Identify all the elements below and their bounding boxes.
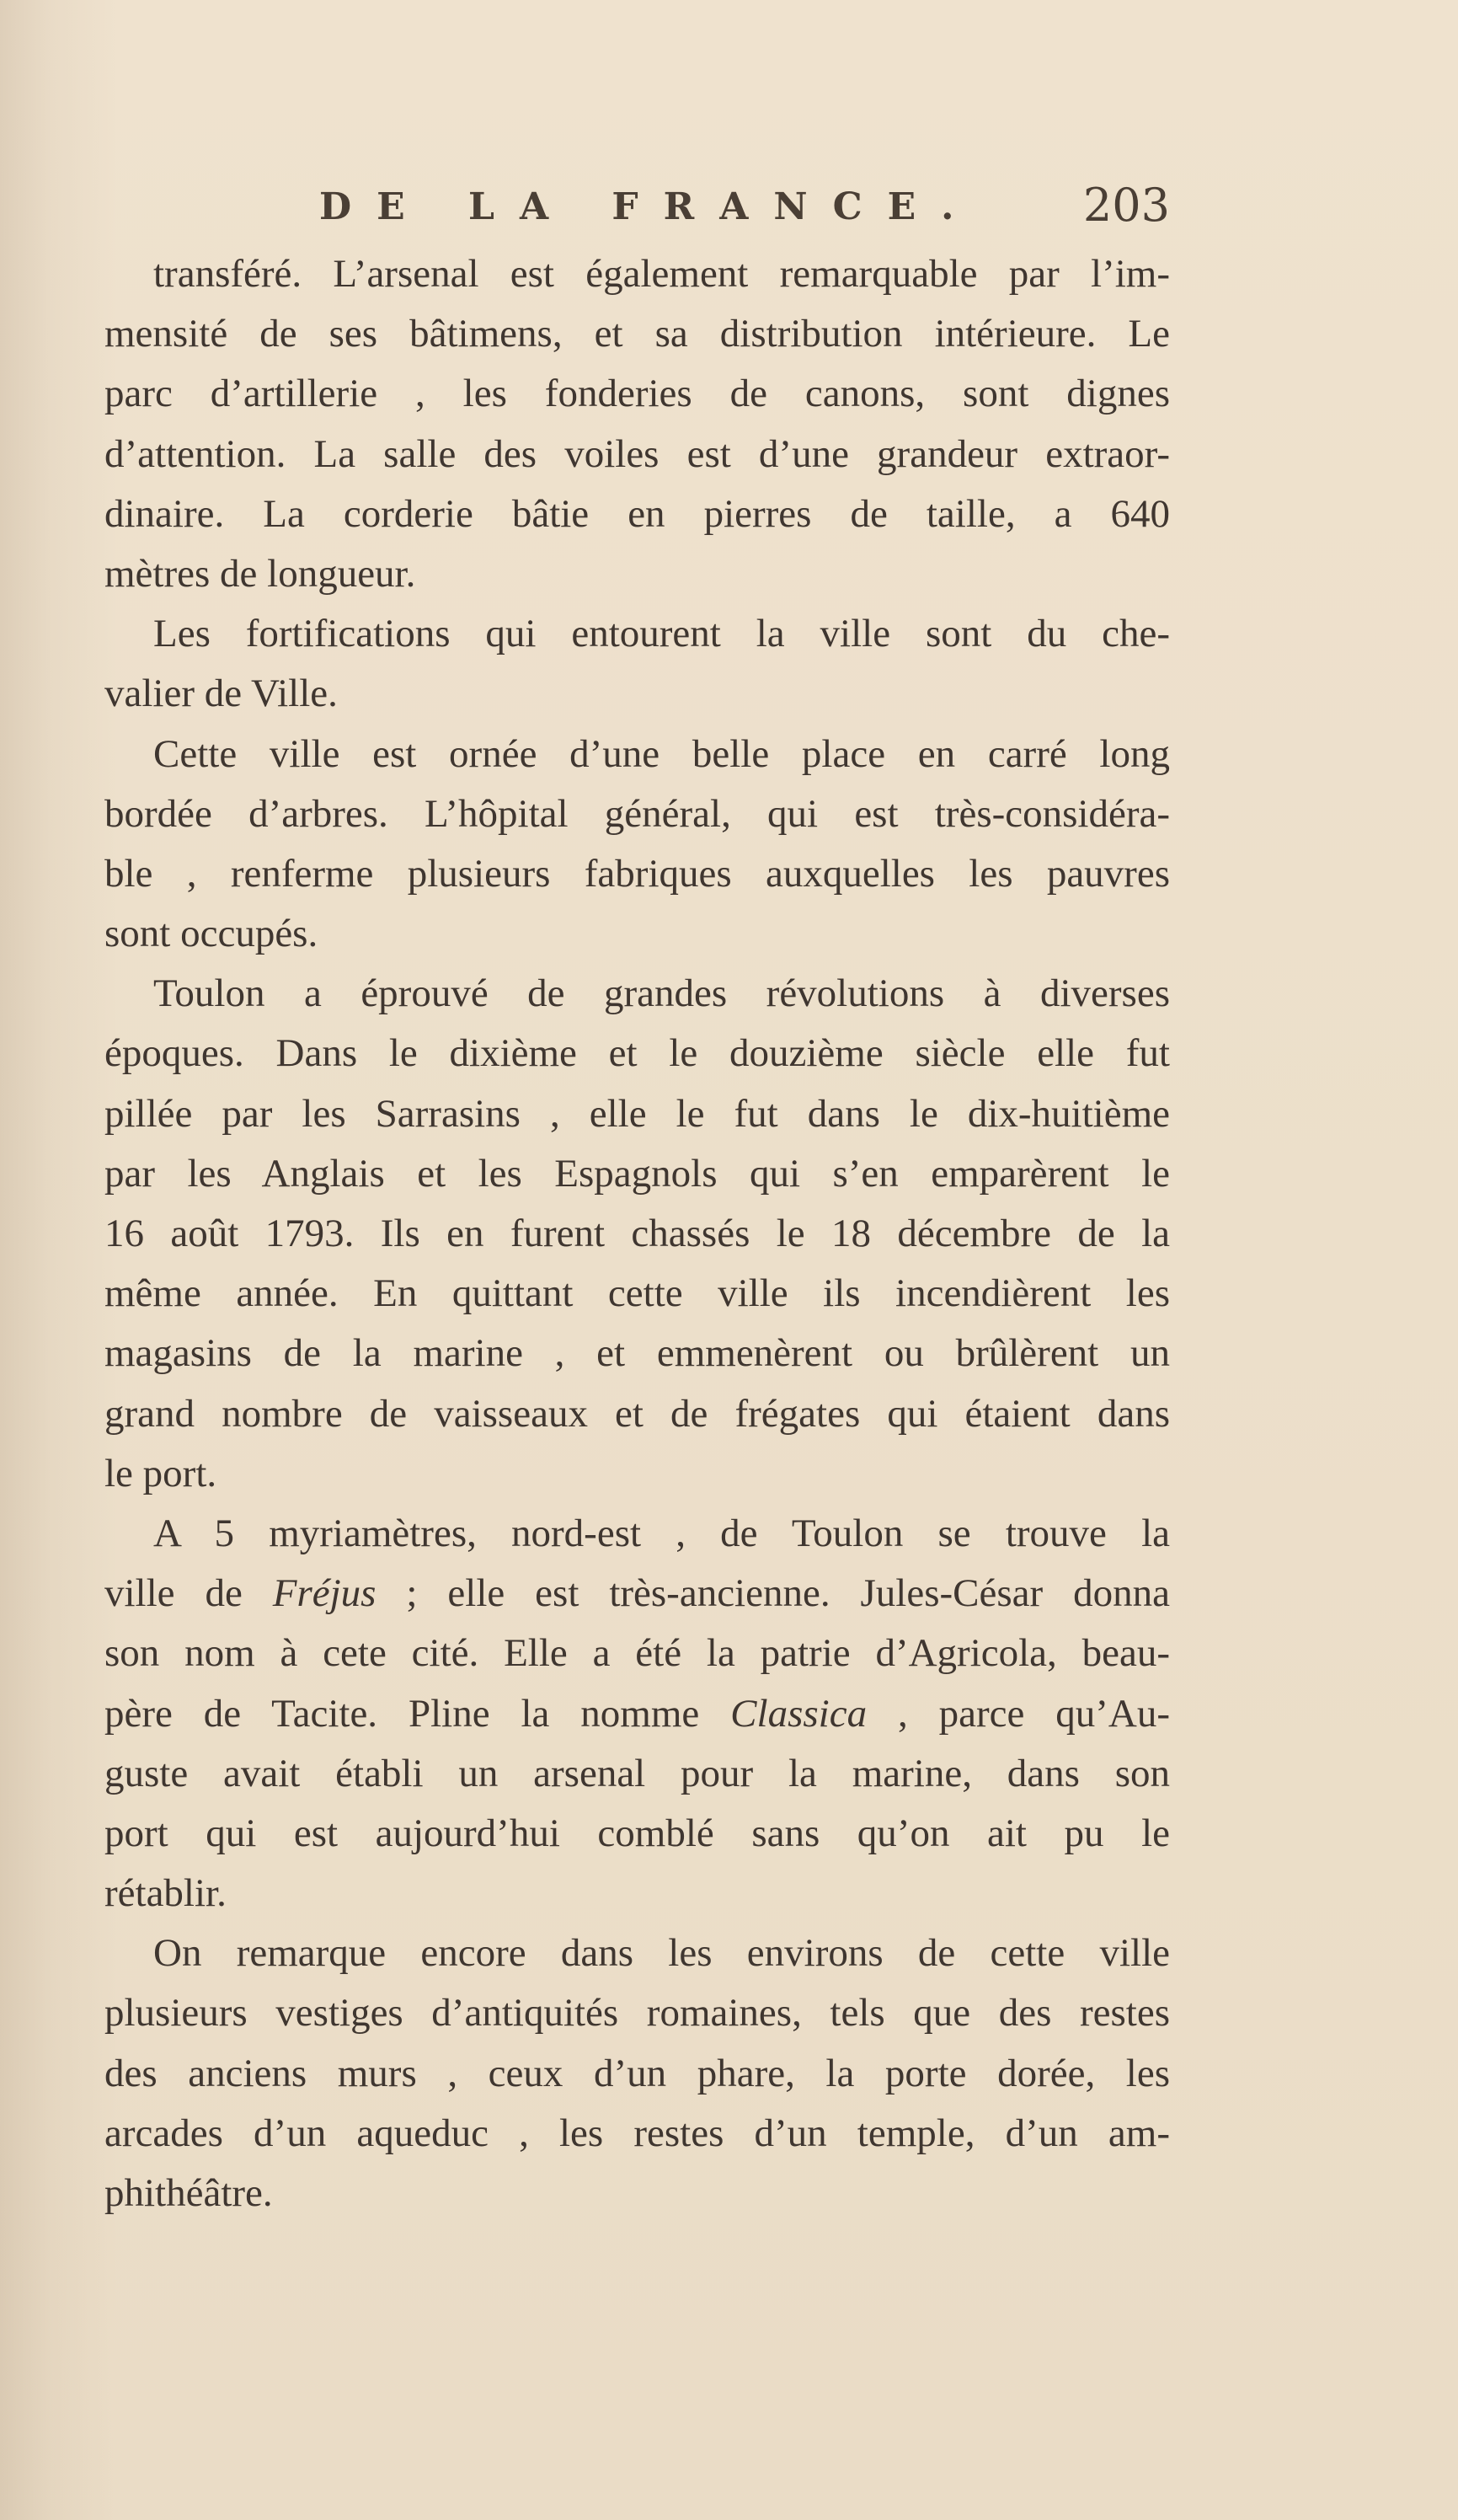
paragraph — [104, 244, 1170, 604]
text-line: plusieurs vestiges d’antiquités romaines, tels que des restes — [104, 1991, 1170, 2036]
text-line: valier de Ville. — [104, 671, 338, 716]
paragraph — [104, 725, 1170, 965]
body-text — [104, 244, 1170, 2223]
text-line: ble , renferme plusieurs fabriques auxquelles les pauvres — [104, 851, 1170, 896]
text-line: transféré. L’arsenal est également remarquable par l’im- — [153, 252, 1170, 296]
text-line: A 5 myriamètres, nord-est , de Toulon se trouve la — [153, 1511, 1170, 1555]
text-line: le port. — [104, 1451, 217, 1495]
text-line: grand nombre de vaisseaux et de frégates qui étaient dans — [104, 1391, 1170, 1436]
text-line: parc d’artillerie , les fonderies de canons, sont dignes — [104, 372, 1170, 416]
text-line: par les Anglais et les Espagnols qui s’en emparèrent le — [104, 1151, 1170, 1196]
text-line: guste avait établi un arsenal pour la marine, dans son — [104, 1751, 1170, 1795]
text-line: mètres de longueur. — [104, 551, 416, 596]
paragraph — [104, 1504, 1170, 1923]
text-line: époques. Dans le dixième et le douzième siècle elle fut — [104, 1031, 1170, 1076]
text-line: rétablir. — [104, 1871, 227, 1916]
italic-word: Classica — [730, 1691, 868, 1736]
text-line: sont occupés. — [104, 912, 318, 956]
text-line: 16 août 1793. Ils en furent chassés le 18 décembre de la — [104, 1212, 1170, 1255]
text-line: magasins de la marine , et emmenèrent ou brûlèrent un — [104, 1331, 1170, 1376]
text-line: ville de Fréjus ; elle est très-ancienne. Jules-César donna — [104, 1571, 1170, 1616]
text-line: mensité de ses bâtimens, et sa distribution intérieure. Le — [104, 312, 1170, 356]
page-header — [104, 179, 1170, 238]
page-number: 203 — [1082, 179, 1170, 232]
text-line: pillée par les Sarrasins , elle le fut dans le dix-huitième — [104, 1091, 1170, 1136]
text-line: même année. En quittant cette ville ils incendièrent les — [104, 1271, 1170, 1316]
paragraph — [104, 604, 1170, 724]
text-line: arcades d’un aqueduc , les restes d’un temple, d’un am- — [104, 2111, 1170, 2155]
text-line: Toulon a éprouvé de grandes révolutions à diverses — [153, 971, 1170, 1016]
text-line: père de Tacite. Pline la nomme Classica , parce qu’Au- — [104, 1691, 1170, 1736]
running-title: DE LA FRANCE. — [319, 185, 980, 228]
text-line: phithéâtre. — [104, 2171, 273, 2215]
text-line: son nom à cete cité. Elle a été la patrie d’Agricola, beau- — [104, 1631, 1170, 1676]
text-line: dinaire. La corderie bâtie en pierres de taille, a 640 — [104, 491, 1170, 536]
text-line: port qui est aujourd’hui comblé sans qu’on ait pu le — [104, 1811, 1170, 1855]
text-line: On remarque encore dans les environs de cette ville — [153, 1931, 1170, 1976]
text-line: bordée d’arbres. L’hôpital général, qui est très-considéra- — [104, 791, 1170, 836]
paragraph — [104, 964, 1170, 1504]
text-line: des anciens murs , ceux d’un phare, la porte dorée, les — [104, 2051, 1170, 2095]
text-line: Cette ville est ornée d’une belle place en carré long — [153, 731, 1170, 776]
italic-word: Fréjus — [272, 1571, 377, 1616]
text-line: Les fortifications qui entourent la ville sont du che- — [153, 612, 1170, 656]
text-line: d’attention. La salle des voiles est d’une grandeur extraor- — [104, 431, 1170, 476]
paragraph — [104, 1923, 1170, 2223]
